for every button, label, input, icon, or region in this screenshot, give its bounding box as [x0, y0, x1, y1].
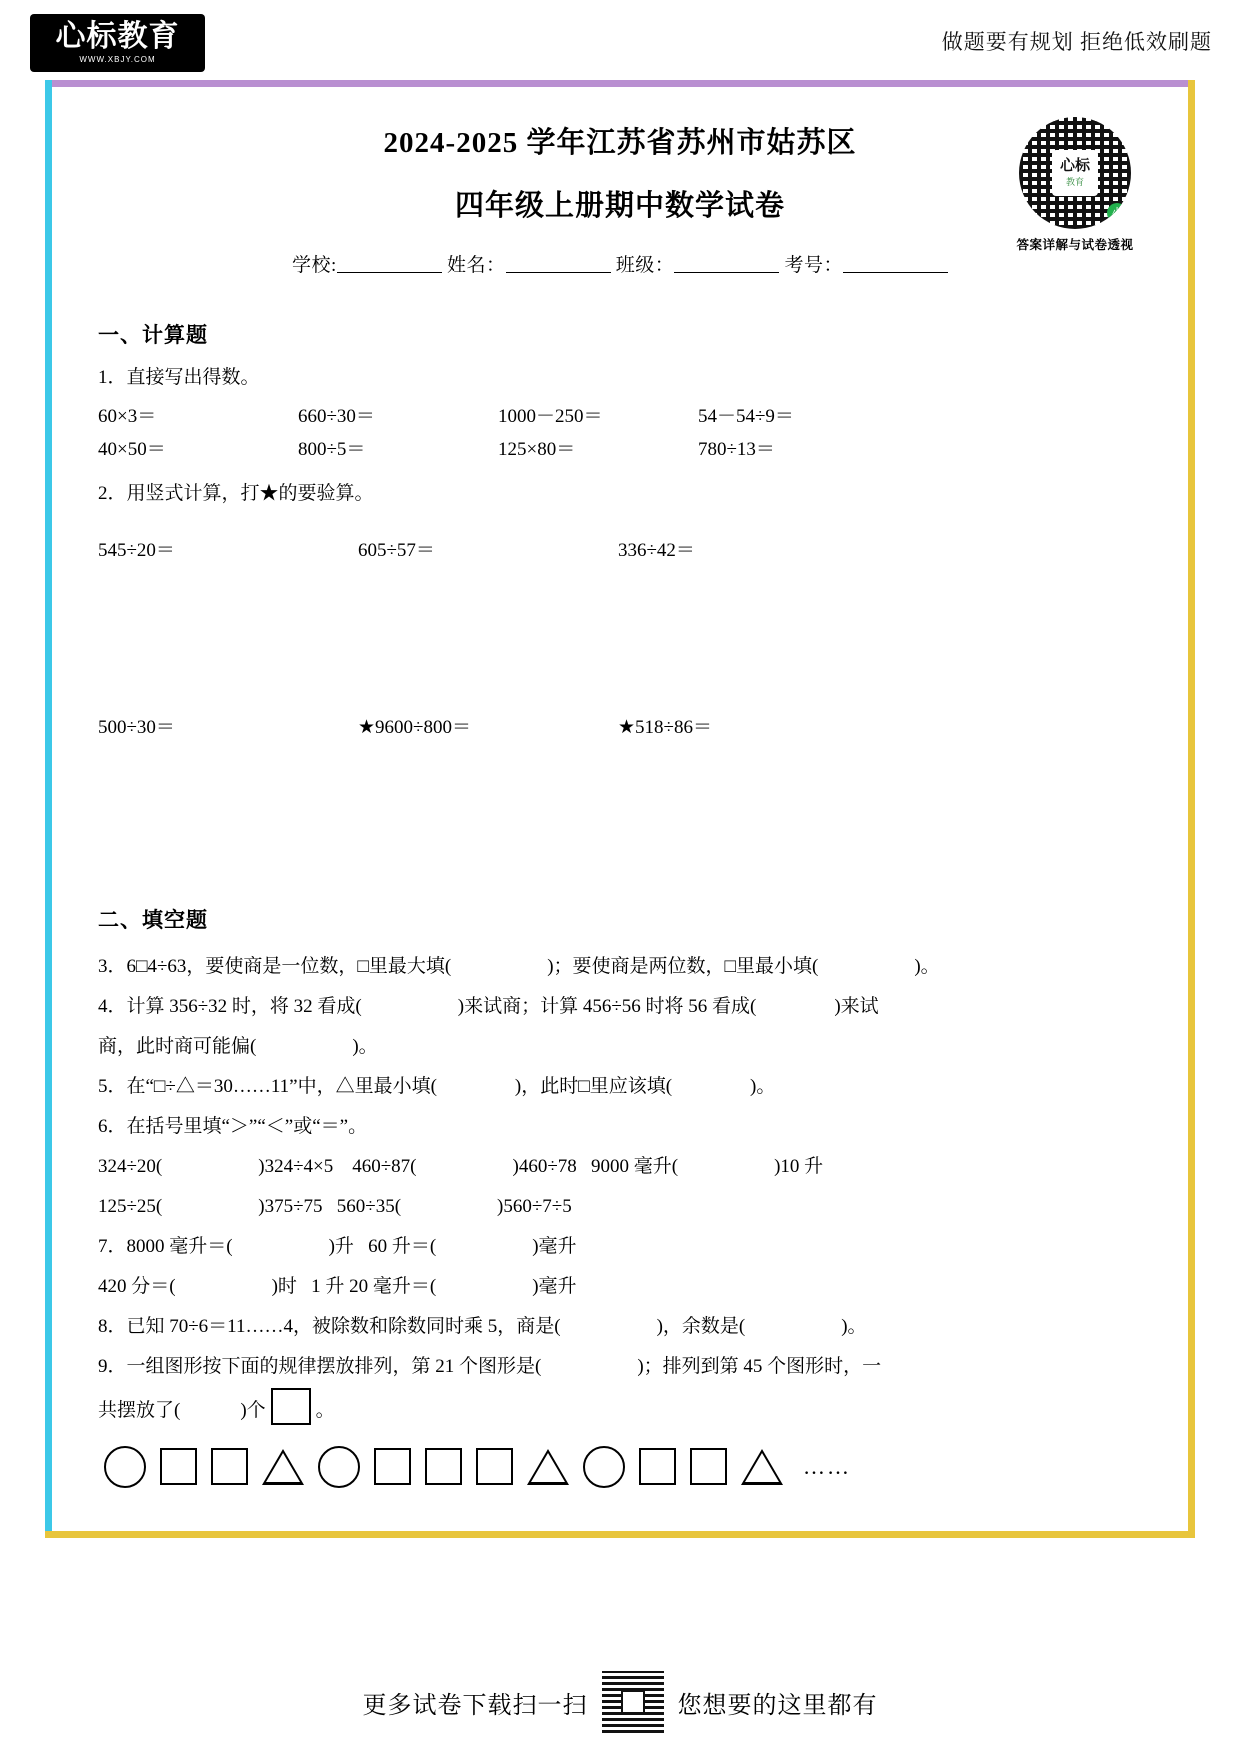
question-9: [98, 1348, 1142, 1386]
qr-logo-sub: 教育: [1065, 178, 1084, 188]
section-2-heading: 二、填空题: [98, 907, 208, 932]
q3-part-b: )；要使商是两位数，□里最小填(: [547, 955, 819, 977]
qr-caption: 答案详解与试卷透视: [1016, 238, 1134, 252]
triangle-shape-icon: [527, 1449, 569, 1485]
page-title: 2024-2025 学年江苏省苏州市姑苏区: [383, 127, 857, 159]
q7-part-a: 7．8000 毫升＝(: [98, 1235, 233, 1257]
q2-item: ★9600÷800＝: [358, 716, 471, 738]
q2-item: 545÷20＝: [98, 539, 175, 561]
frame-bar-left: [45, 80, 52, 1538]
page-subtitle: 四年级上册期中数学试卷: [454, 190, 785, 222]
q2-item: ★518÷86＝: [618, 716, 712, 738]
question-2: 2．用竖式计算，打★的要验算。: [98, 483, 374, 505]
q2-item: 500÷30＝: [98, 716, 175, 738]
square-shape-icon: [211, 1448, 248, 1485]
q9-part-e: 。: [315, 1399, 335, 1421]
q6-left: 560÷35(: [336, 1195, 402, 1217]
question-6-row-1: [98, 1148, 1142, 1186]
student-info-line: [98, 250, 1142, 277]
square-shape-icon: [690, 1448, 727, 1485]
blank-id[interactable]: [843, 253, 948, 273]
section-1-heading: 一、计算题: [98, 323, 208, 347]
footer-text-right: 您想要的这里都有: [677, 1692, 878, 1719]
square-shape-icon: [476, 1448, 513, 1485]
label-school: 学校:: [291, 255, 337, 276]
q1-item: 660÷30＝: [298, 406, 375, 428]
square-shape-icon: [271, 1388, 311, 1425]
q6-right: )560÷7÷5: [497, 1195, 572, 1217]
label-name: 姓名：: [446, 255, 506, 276]
q7-part-d: )毫升: [532, 1235, 577, 1257]
q7-part-b: )升: [328, 1235, 354, 1257]
circle-shape-icon: [104, 1446, 146, 1488]
brand-logo: [30, 14, 205, 72]
circle-shape-icon: [583, 1446, 625, 1488]
page-footer: [0, 1672, 1240, 1732]
question-4-cont: [98, 1028, 1142, 1066]
circle-shape-icon: [318, 1446, 360, 1488]
q5-part-a: 5．在“□÷△＝30……11”中，△里最小填(: [98, 1075, 437, 1097]
answer-qr-block[interactable]: [1010, 117, 1140, 253]
q1-item: 54－54÷9＝: [698, 406, 794, 428]
q9-part-b: )；排列到第 45 个图形时，一: [637, 1355, 882, 1377]
q8-part-b: )，余数是(: [656, 1315, 746, 1337]
q9-part-c: 共摆放了(: [98, 1399, 181, 1421]
q7-part-f: )时: [271, 1275, 297, 1297]
q7-part-h: )毫升: [532, 1275, 577, 1297]
q6-right: )375÷75: [258, 1195, 323, 1217]
triangle-shape-icon: [262, 1449, 304, 1485]
q4-part-a: 4．计算 356÷32 时，将 32 看成(: [98, 995, 362, 1017]
qr-center-logo: [1052, 150, 1098, 196]
q4-part-b: )来试商；计算 456÷56 时将 56 看成(: [457, 995, 757, 1017]
q6-right: )324÷4×5: [258, 1155, 334, 1177]
question-2-row-2: [98, 712, 1142, 739]
question-2-row-1: [98, 535, 1142, 562]
q4-part-d: 商，此时商可能偏(: [98, 1035, 257, 1057]
qr-code-icon[interactable]: [1019, 117, 1131, 229]
blank-school[interactable]: [337, 253, 442, 273]
q6-left: 324÷20(: [98, 1155, 163, 1177]
q8-part-a: 8．已知 70÷6＝11……4，被除数和除数同时乘 5，商是(: [98, 1315, 561, 1337]
q1-item: 800÷5＝: [298, 439, 366, 461]
q5-part-c: )。: [750, 1075, 776, 1097]
q8-part-c: )。: [841, 1315, 867, 1337]
q6-right: )460÷78: [512, 1155, 577, 1177]
q1-item: 40×50＝: [98, 439, 166, 461]
label-class: 班级：: [615, 255, 675, 276]
q6-left: 9000 毫升(: [591, 1155, 679, 1177]
q7-part-g: 1 升 20 毫升＝(: [311, 1275, 437, 1297]
q1-item: 780÷13＝: [698, 439, 775, 461]
header-slogan: 做题要有规划 拒绝低效刷题: [941, 30, 1212, 54]
q6-left: 125÷25(: [98, 1195, 163, 1217]
triangle-shape-icon: [741, 1449, 783, 1485]
footer-qr-code-icon[interactable]: [602, 1671, 664, 1733]
sequence-ellipsis: ……: [803, 1453, 851, 1479]
square-shape-icon: [160, 1448, 197, 1485]
q1-item: 1000－250＝: [498, 406, 603, 428]
qr-logo-main: 心标: [1059, 156, 1090, 174]
q7-part-c: 60 升＝(: [368, 1235, 437, 1257]
question-1-row-1: [98, 401, 1142, 428]
frame-bar-right: [1188, 80, 1195, 1538]
q1-item: 125×80＝: [498, 439, 576, 461]
label-id: 考号：: [784, 255, 844, 276]
question-6: 6．在括号里填“＞”“＜”或“＝”。: [98, 1115, 368, 1137]
question-3: [98, 948, 1142, 986]
question-1-row-2: [98, 434, 1142, 461]
question-5: [98, 1068, 1142, 1106]
question-4: [98, 988, 1142, 1026]
frame-bar-bottom: [45, 1531, 1195, 1538]
q9-part-a: 9．一组图形按下面的规律摆放排列，第 21 个图形是(: [98, 1355, 542, 1377]
question-6-row-2: [98, 1188, 1142, 1226]
question-9-cont: [98, 1388, 1142, 1430]
q6-left: 460÷87(: [352, 1155, 417, 1177]
q7-part-e: 420 分＝(: [98, 1275, 176, 1297]
q1-item: 60×3＝: [98, 406, 157, 428]
q9-part-d: )个: [240, 1399, 266, 1421]
q4-part-e: )。: [352, 1035, 378, 1057]
frame-bar-top: [45, 80, 1195, 87]
square-shape-icon: [374, 1448, 411, 1485]
q3-part-c: )。: [914, 955, 940, 977]
qr-badge-icon: 小: [1107, 203, 1127, 223]
brand-logo-main: 心标教育: [55, 19, 180, 54]
brand-logo-url: WWW.XBJY.COM: [79, 55, 156, 64]
square-shape-icon: [639, 1448, 676, 1485]
q5-part-b: )，此时□里应该填(: [514, 1075, 673, 1097]
q2-item: 336÷42＝: [618, 539, 695, 561]
q4-part-c: )来试: [834, 995, 879, 1017]
page-header: [0, 0, 1240, 82]
question-7-row-1: [98, 1228, 1142, 1266]
question-8: [98, 1308, 1142, 1346]
question-1: 1．直接写出得数。: [98, 367, 260, 388]
footer-text-left: 更多试卷下载扫一扫: [362, 1692, 588, 1719]
shape-sequence: [98, 1446, 1142, 1488]
exam-document: [58, 95, 1182, 1525]
blank-class[interactable]: [674, 253, 779, 273]
q3-part-a: 3．6□4÷63，要使商是一位数，□里最大填(: [98, 955, 452, 977]
square-shape-icon: [425, 1448, 462, 1485]
q2-item: 605÷57＝: [358, 539, 435, 561]
blank-name[interactable]: [506, 253, 611, 273]
q6-right: )10 升: [774, 1155, 824, 1177]
question-7-row-2: [98, 1268, 1142, 1306]
